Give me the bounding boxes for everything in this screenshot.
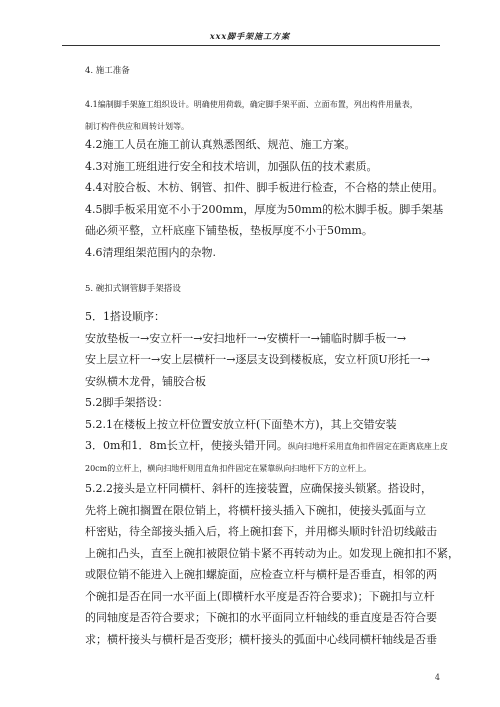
text-line: 安放垫板一→安立杆一→安扫地杆一→安横杆一→铺临时脚手板一→ bbox=[85, 331, 407, 345]
text-segment: 3．0m和1．8m长立杆，使接头错开同。 bbox=[85, 439, 288, 452]
text-line: 5．1搭设顺序： bbox=[85, 310, 165, 323]
text-line: 础必须平整，立杆底座下铺垫板，垫板厚度不小于50mm。 bbox=[85, 224, 373, 237]
text-line: 4.6清理组架范围内的杂物. bbox=[85, 245, 216, 259]
text-line: 先将上碗扣搁置在限位销上，将横杆接头插入下碗扣，使接头弧面与立 bbox=[85, 503, 426, 517]
paragraph-5-1 bbox=[85, 306, 453, 479]
text-line: 5.2脚手架搭设： bbox=[85, 396, 169, 409]
text-line: 制订构件供应和周转计划等。 bbox=[85, 122, 189, 131]
paragraph-4-2 bbox=[85, 134, 453, 263]
text-line: 上碗扣凸头，直至上碗扣被限位销卡紧不再转动为止。如发现上碗扣扣不紧， bbox=[85, 546, 459, 560]
text-line: 5.2.1在楼板上按立杆位置安放立杆(下面垫木方)，其上交错安装 bbox=[85, 417, 397, 431]
text-line: 4.1编制脚手架施工组织设计。明确使用荷载，确定脚手架平面、立面布置，列出构件用量表， bbox=[85, 100, 418, 109]
text-line: 安纵横木龙骨，铺胶合板 bbox=[85, 374, 206, 388]
text-line: 4.5脚手板采用宽不小于200mm，厚度为50mm的松木脚手板。脚手架基 bbox=[85, 202, 444, 216]
text-line: 4.3对施工班组进行安全和技术培训，加强队伍的技术素质。 bbox=[85, 159, 378, 173]
header-rule bbox=[62, 45, 440, 46]
text-line: 4.2施工人员在施工前认真熟悉图纸、规范、施工方案。 bbox=[85, 138, 356, 151]
paragraph-4-1 bbox=[85, 94, 453, 138]
text-line: 杆密贴，待全部接头插入后，将上碗扣套下，并用榔头顺时针沿切线敲击 bbox=[85, 525, 437, 538]
text-line: 5.2.2接头是立杆同横杆、斜杆的连接装置，应确保接头锁紧。搭设时， bbox=[85, 482, 432, 495]
text-segment-small: 纵向扫地杆采用直角扣件固定在距离底座上皮 bbox=[287, 442, 448, 451]
text-line: 或限位销不能进入上碗扣螺旋面，应检查立杆与横杆是否垂直，相邻的两 bbox=[85, 568, 437, 581]
page-header: xxx脚手架施工方案 bbox=[209, 31, 291, 41]
text-line: 20cm的立杆上，横向扫地杆则用直角扣件固定在紧靠纵向扫地杆下方的立杆上。 bbox=[85, 463, 372, 473]
section-5-title: 5. 碗扣式钢管脚手架搭设 bbox=[85, 284, 181, 294]
text-line: 4.4对胶合板、木枋、钢管、扣件、脚手板进行检查，不合格的禁止使用。 bbox=[85, 181, 444, 194]
text-line: 个碗扣是否在同一水平面上(即横杆水平度是否符合要求)；下碗扣与立杆 bbox=[85, 589, 435, 603]
paragraph-5-2-2 bbox=[85, 478, 459, 650]
text-line: 安上层立杆一→安上层横杆一→逐层支设到楼板底，安立杆顶U形托一→ bbox=[85, 353, 430, 366]
text-line: 求；横杆接头与横杆是否变形；横杆接头的弧面中心线同横杆轴线是否垂 bbox=[85, 632, 437, 646]
page-number: 4 bbox=[434, 673, 440, 682]
section-4-title: 4. 施工准备 bbox=[85, 66, 130, 76]
text-line: 的同轴度是否符合要求；下碗扣的水平面同立杆轴线的垂直度是否符合要 bbox=[85, 611, 437, 624]
text-line bbox=[85, 435, 453, 458]
